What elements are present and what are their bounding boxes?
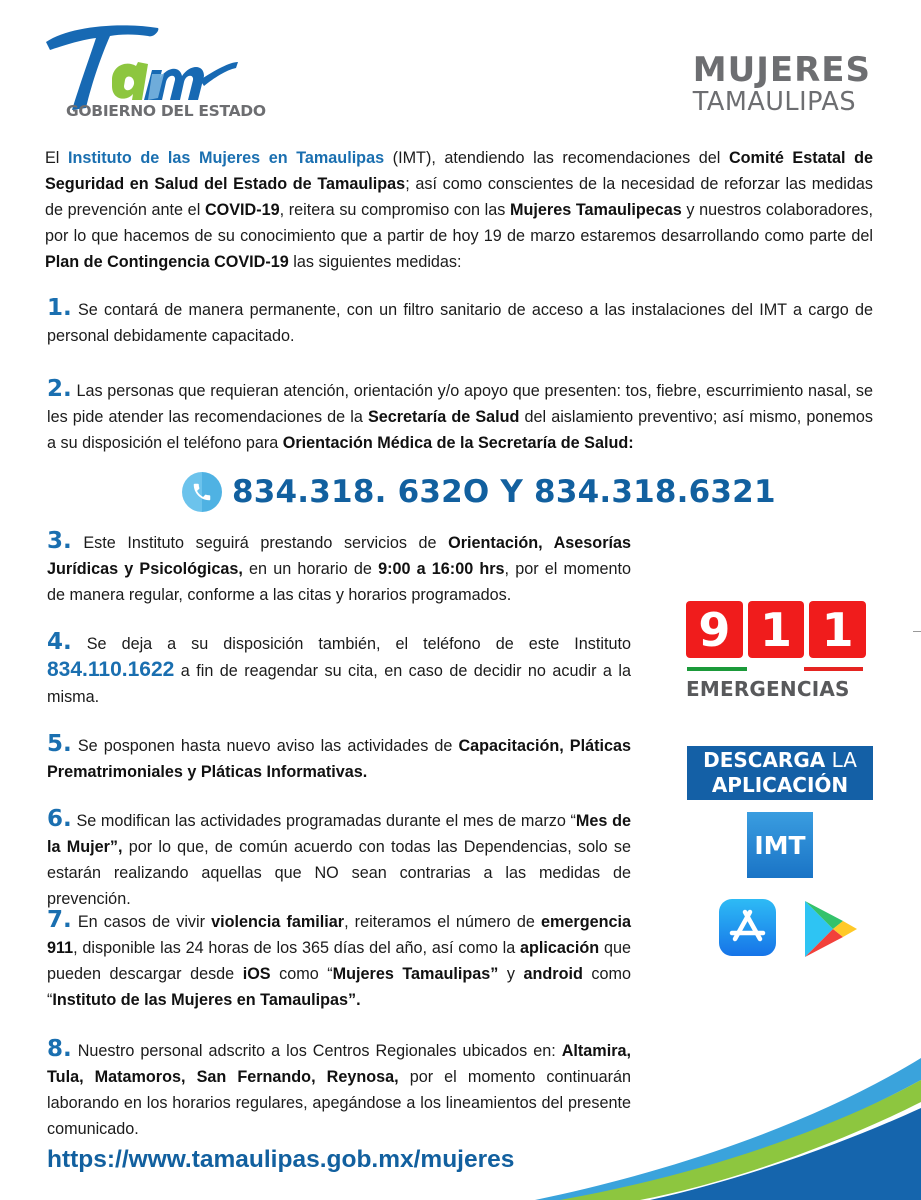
bold-text: Secretaría de Salud: [367, 408, 520, 426]
text: , por el momento de manera regular, conforme a las citas y horarios programados.: [47, 560, 631, 604]
text: , disponible las 24 horas de los 365 días del año, así como la: [73, 939, 521, 957]
emergency-911-logo: [686, 601, 866, 701]
imt-app-icon[interactable]: IMT: [747, 812, 813, 878]
divider-tick: [913, 631, 921, 632]
measure-4: [47, 629, 631, 710]
contingency-plan: Plan de Contingencia COVID-19: [45, 253, 289, 271]
text: Se posponen hasta nuevo aviso las actividades de: [71, 737, 459, 755]
text: en un horario de: [242, 560, 379, 578]
bold-text: Mujeres Tamaulipas”: [332, 965, 499, 983]
text: y nuestros colaboradores, por lo que hacemos de su conocimiento que a partir de hoy 19 de marzo estaremos desarrollando como parte del: [45, 201, 873, 245]
measure-2: [47, 376, 873, 456]
decorative-swoosh: [0, 1040, 921, 1200]
mujeres-tamaulipecas: Mujeres Tamaulipecas: [510, 201, 682, 219]
red-stripe: [804, 667, 863, 671]
text: Este Instituto seguirá prestando servicios de: [71, 534, 449, 552]
text: En casos de vivir: [71, 913, 212, 931]
flag-stripes: [686, 665, 866, 675]
health-phone-numbers: [182, 470, 776, 514]
text: que pueden descargar desde: [47, 939, 631, 983]
green-stripe: [687, 667, 747, 671]
text: como “: [47, 965, 631, 1009]
gobierno-del-estado-logo: [40, 20, 280, 130]
measure-number: 6.: [47, 806, 72, 832]
bold-text: Orientación Médica de la Secretaría de Salud:: [282, 434, 634, 452]
measure-3: [47, 528, 631, 608]
bold-text: Altamira, Tula, Matamoros, San Fernando, Reynosa,: [47, 1042, 631, 1086]
website-link[interactable]: https://www.tamaulipas.gob.mx/mujeres: [47, 1146, 515, 1173]
text: ; así como conscientes de la necesidad de reforzar las medidas de prevención ante el: [45, 175, 873, 219]
application-text: APLICACIÓN: [711, 773, 849, 797]
gobierno-del-estado-text: GOBIERNO DEL ESTADO: [66, 102, 266, 120]
measure-number: 1.: [47, 295, 72, 321]
office-hours: 9:00 a 16:00 hrs: [378, 560, 505, 578]
text: Las personas que requieran atención, orientación y/o apoyo que presenten: tos, fiebre, escurrimiento nasal, se les pide atender las recomendaciones de la: [47, 382, 873, 426]
measure-1: [47, 295, 873, 349]
measure-number: 3.: [47, 528, 72, 554]
institute-name: Instituto de las Mujeres en Tamaulipas: [67, 149, 385, 167]
bold-text: Mes de la Mujer”,: [47, 812, 631, 856]
tam-logo-mark: [40, 20, 280, 110]
measure-6: [47, 806, 631, 912]
digit-box: 9: [686, 601, 743, 658]
download-text: DESCARGA: [703, 748, 826, 772]
bold-text: Capacitación, Pláticas Prematrimoniales y Pláticas Informativas.: [47, 737, 631, 781]
text: las siguientes medidas:: [288, 253, 462, 271]
committee-name: Comité Estatal de Seguridad en Salud del Estado de Tamaulipas: [45, 149, 873, 193]
text: El: [45, 149, 68, 167]
measure-number: 8.: [47, 1036, 72, 1062]
text: y: [498, 965, 524, 983]
phone-numbers-text[interactable]: 834.318. 632O Y 834.318.6321: [232, 474, 776, 510]
google-play-icon[interactable]: [803, 899, 859, 959]
covid-label: COVID-19: [204, 201, 280, 219]
text: Nuestro personal adscrito a los Centros Regionales ubicados en:: [71, 1042, 562, 1060]
brand-line-2: TAMAULIPAS: [692, 87, 857, 117]
text: Se modifican las actividades programadas durante el mes de marzo “: [71, 812, 576, 830]
measure-7: [47, 907, 631, 1013]
institute-phone[interactable]: 834.110.1622: [47, 658, 175, 681]
digit-box: 1: [809, 601, 866, 658]
text: Se deja a su disposición también, el teléfono de este Instituto: [71, 635, 631, 653]
text: , reitera su compromiso con las: [279, 201, 511, 219]
text: (IMT), atendiendo las recomendaciones del: [384, 149, 729, 167]
911-digits: [686, 601, 866, 658]
emergencias-label: EMERGENCIAS: [686, 677, 850, 701]
mujeres-tamaulipas-logo: [693, 52, 871, 116]
text: , reiteramos el número de: [344, 913, 542, 931]
bold-text: iOS: [242, 965, 271, 983]
intro-paragraph: [45, 145, 873, 275]
measure-number: 5.: [47, 731, 72, 757]
text: Se contará de manera permanente, con un filtro sanitario de acceso a las instalaciones del IMT a cargo de personal debidamente capacitado.: [47, 301, 873, 345]
phone-icon: [182, 472, 222, 512]
digit-box: 1: [748, 601, 805, 658]
text: como “: [270, 965, 333, 983]
text: del aislamiento preventivo; así mismo, ponemos a su disposición el teléfono para: [47, 408, 873, 452]
text: por lo que, de común acuerdo con todas las Dependencias, solo se estarán realizando aquellas que NO sean contrarias a las medidas de prevención.: [47, 838, 631, 908]
measure-number: 4.: [47, 629, 72, 655]
app-store-icon[interactable]: [719, 899, 776, 956]
bold-text: violencia familiar: [211, 913, 345, 931]
download-text-thin: LA: [825, 748, 857, 772]
bold-text: aplicación: [520, 939, 600, 957]
bold-text: emergencia 911: [47, 913, 631, 957]
measure-5: [47, 731, 631, 785]
bold-text: android: [523, 965, 583, 983]
download-app-banner: [687, 746, 873, 800]
bold-text: Instituto de las Mujeres en Tamaulipas”.: [52, 991, 361, 1009]
brand-line-1: MUJERES: [692, 50, 871, 90]
bold-text: Orientación, Asesorías Jurídicas y Psicológicas,: [47, 534, 631, 578]
measure-number: 7.: [47, 907, 72, 933]
measure-number: 2.: [47, 376, 72, 402]
text: a fin de reagendar su cita, en caso de decidir no acudir a la misma.: [47, 662, 631, 706]
text: por el momento continuarán laborando en los horarios regulares, apegándose a los lineamientos del presente comunicado.: [47, 1068, 631, 1138]
